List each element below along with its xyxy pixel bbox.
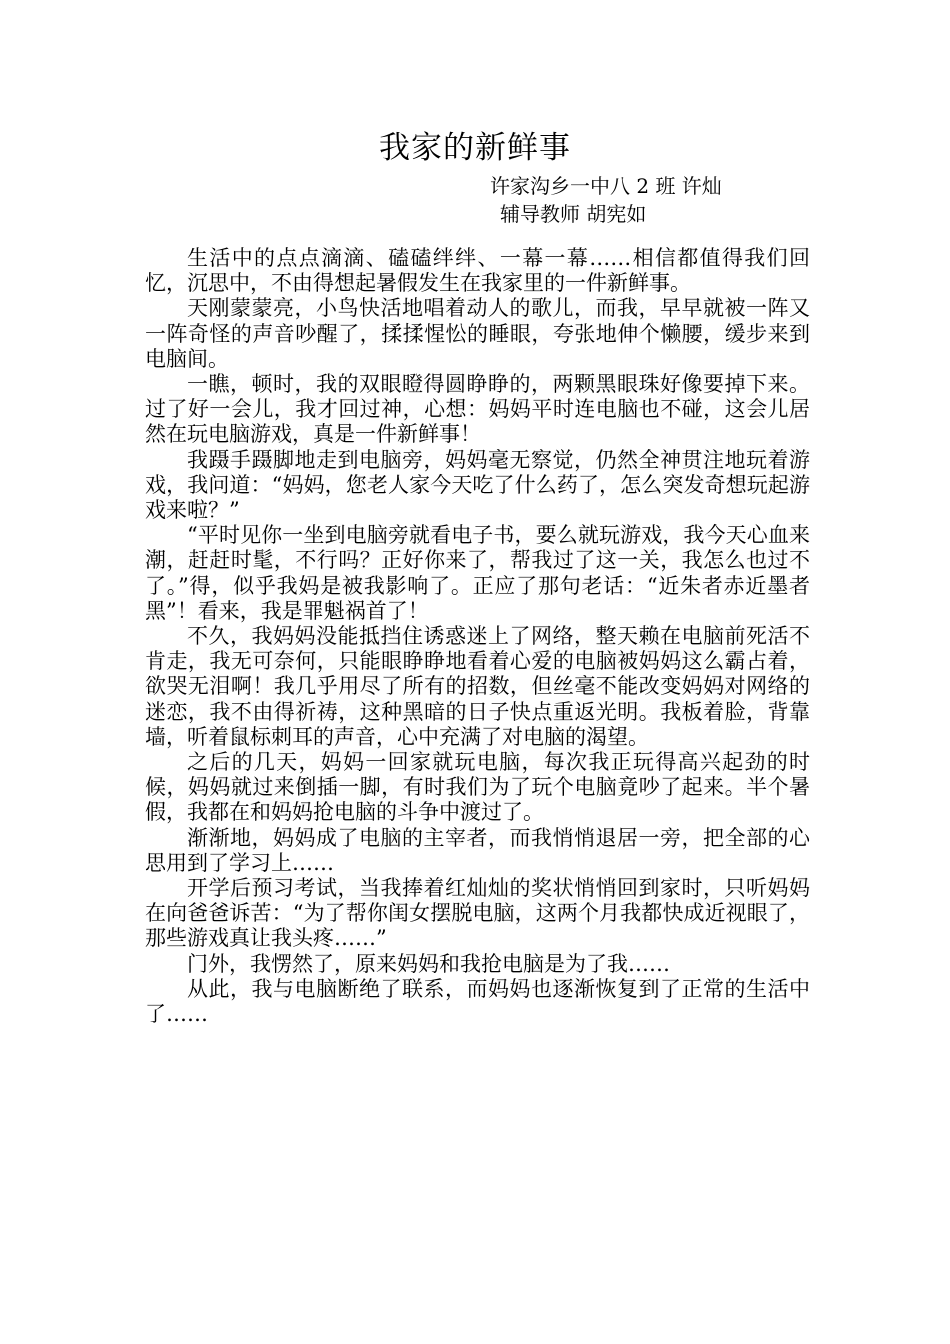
paragraph: “平时见你一坐到电脑旁就看电子书，要么就玩游戏，我今天心血来潮，赶赶时髦，不行吗？正好你来了，帮我过了这一关，我怎么也过不了。”得，似乎我妈是被我影响了。正应了那句老话：“近朱者赤近墨者黑”！看来，我是罪魁祸首了！ — [145, 523, 810, 623]
paragraph: 从此，我与电脑断绝了联系，而妈妈也逐渐恢复到了正常的生活中了…… — [145, 976, 810, 1027]
article-body — [145, 246, 810, 1027]
paragraph: 开学后预习考试，当我捧着红灿灿的奖状悄悄回到家时，只听妈妈在向爸爸诉苦：“为了帮你闺女摆脱电脑，这两个月我都快成近视眼了，那些游戏真让我头疼……” — [145, 876, 810, 951]
byline-teacher: 辅导教师 胡宪如 — [500, 202, 647, 226]
paragraph: 生活中的点点滴滴、磕磕绊绊、一幕一幕……相信都值得我们回忆，沉思中，不由得想起暑假发生在我家里的一件新鲜事。 — [145, 246, 810, 296]
document-title: 我家的新鲜事 — [379, 130, 571, 166]
paragraph: 一瞧，顿时，我的双眼瞪得圆睁睁的，两颗黑眼珠好像要掉下来。过了好一会儿，我才回过神，心想：妈妈平时连电脑也不碰，这会儿居然在玩电脑游戏，真是一件新鲜事！ — [145, 372, 810, 447]
paragraph: 渐渐地，妈妈成了电脑的主宰者，而我悄悄退居一旁，把全部的心思用到了学习上…… — [145, 825, 810, 875]
paragraph: 天刚蒙蒙亮，小鸟快活地唱着动人的歌儿，而我，早早就被一阵又一阵奇怪的声音吵醒了，揉揉惺忪的睡眼，夸张地伸个懒腰，缓步来到电脑间。 — [145, 296, 810, 371]
paragraph: 之后的几天，妈妈一回家就玩电脑，每次我正玩得高兴起劲的时候，妈妈就过来倒插一脚，有时我们为了玩个电脑竟吵了起来。半个暑假，我都在和妈妈抢电脑的斗争中渡过了。 — [145, 750, 810, 825]
paragraph: 不久，我妈妈没能抵挡住诱惑迷上了网络，整天赖在电脑前死活不肯走，我无可奈何，只能眼睁睁地看着心爱的电脑被妈妈这么霸占着，欲哭无泪啊！我几乎用尽了所有的招数，但丝毫不能改变妈妈对网络的迷恋，我不由得祈祷，这种黑暗的日子快点重返光明。我板着脸，背靠墙，听着鼠标刺耳的声音，心中充满了对电脑的渴望。 — [145, 624, 810, 749]
byline-school-author: 许家沟乡一中八 2 班 许灿 — [490, 174, 722, 198]
paragraph: 我蹑手蹑脚地走到电脑旁，妈妈毫无察觉，仍然全神贯注地玩着游戏，我问道：“妈妈，您老人家今天吃了什么药了，怎么突发奇想玩起游戏来啦？” — [145, 447, 810, 523]
paragraph: 门外，我愣然了，原来妈妈和我抢电脑是为了我…… — [187, 951, 670, 976]
